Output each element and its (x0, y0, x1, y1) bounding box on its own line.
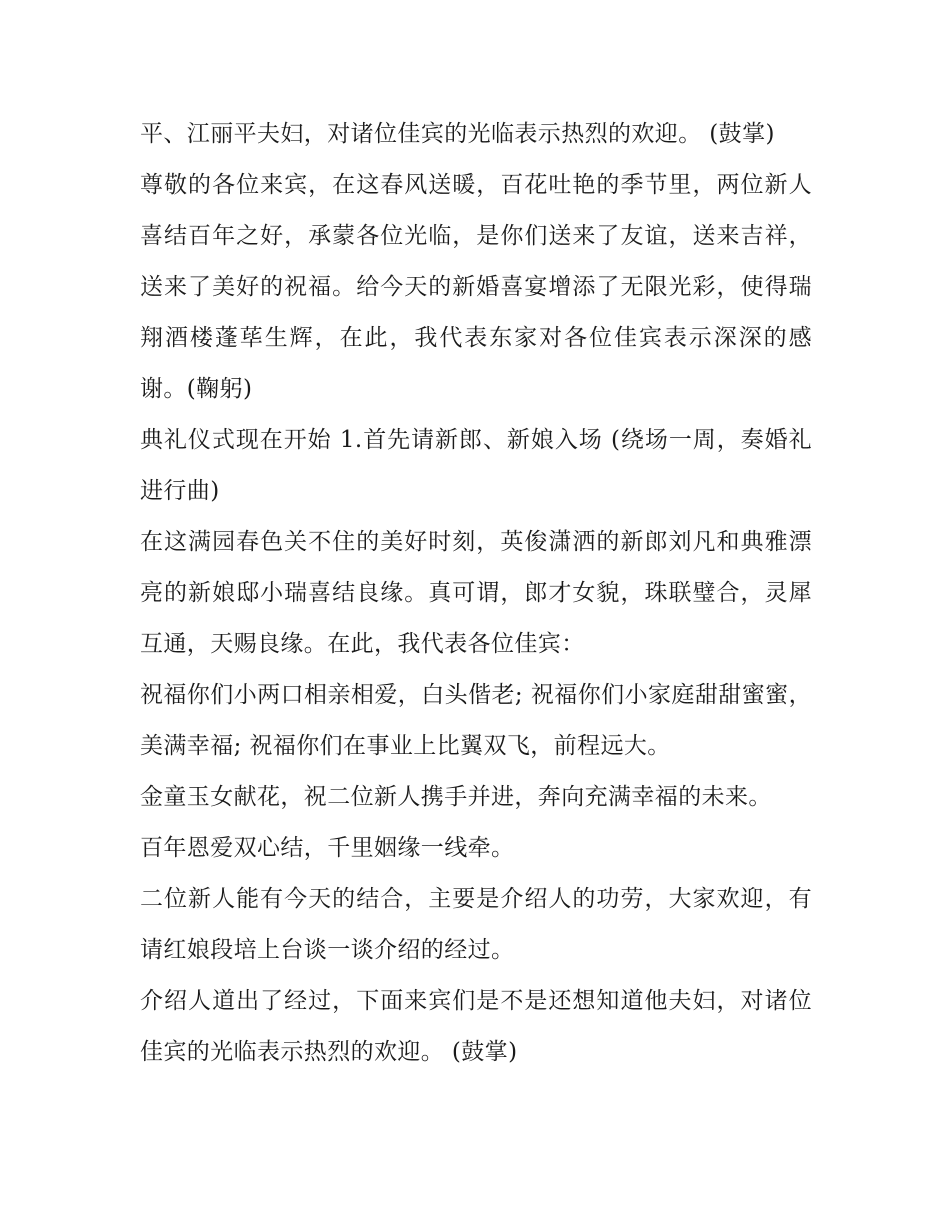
paragraph-7: 百年恩爱双心结，千里姻缘一线牵。 (140, 835, 515, 861)
paragraph-2: 尊敬的各位来宾，在这春风送暖，百花吐艳的季节里，两位新人喜结百年之好，承蒙各位光临，是你们送来了友谊，送来吉祥，送来了美好的祝福。给今天的新婚喜宴增添了无限光彩，使得瑞翔酒楼蓬荜生辉，在此，我代表东家对各位佳宾表示深深的感谢。(鞠躬) (140, 172, 812, 402)
paragraph-3: 典礼仪式现在开始 1.首先请新郎、新娘入场 (绕场一周，奏婚礼进行曲) (140, 427, 812, 504)
paragraph-9: 介绍人道出了经过，下面来宾们是不是还想知道他夫妇，对诸位佳宾的光临表示热烈的欢迎。 (鼓掌) (140, 988, 812, 1065)
document-body (140, 109, 812, 1078)
paragraph-1: 平、江丽平夫妇，对诸位佳宾的光临表示热烈的欢迎。 (鼓掌) (140, 121, 775, 147)
paragraph-5: 祝福你们小两口相亲相爱，白头偕老; 祝福你们小家庭甜甜蜜蜜，美满幸福; 祝福你们在事业上比翼双飞，前程远大。 (140, 682, 812, 759)
paragraph-8: 二位新人能有今天的结合，主要是介绍人的功劳，大家欢迎，有请红娘段培上台谈一谈介绍的经过。 (140, 886, 812, 963)
paragraph-4: 在这满园春色关不住的美好时刻，英俊潇洒的新郎刘凡和典雅漂亮的新娘邸小瑞喜结良缘。真可谓，郎才女貌，珠联璧合，灵犀互通，天赐良缘。在此，我代表各位佳宾： (140, 529, 812, 657)
paragraph-6: 金童玉女献花，祝二位新人携手并进，奔向充满幸福的未来。 (140, 784, 772, 810)
